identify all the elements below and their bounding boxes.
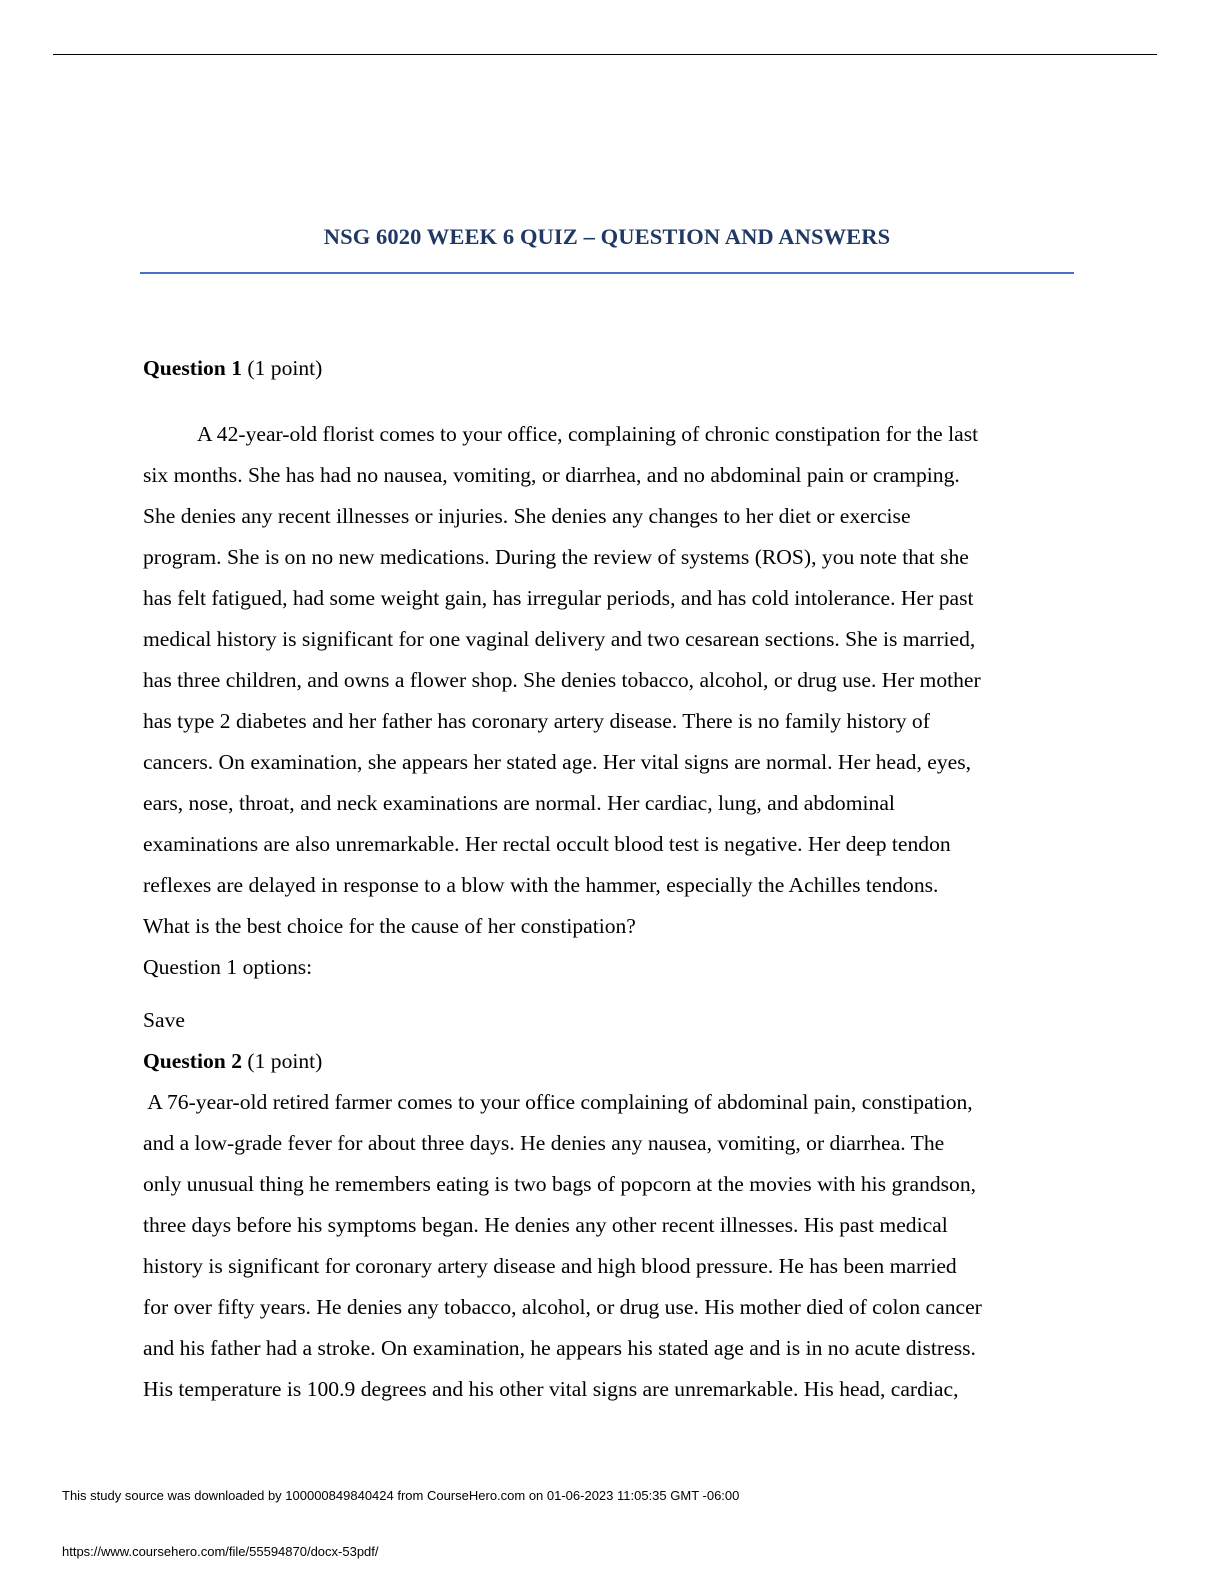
question-2-text-line: and his father had a stroke. On examination, he appears his stated age and is in no acute distress.: [143, 1336, 976, 1360]
question-2-text-line: His temperature is 100.9 degrees and his other vital signs are unremarkable. His head, cardiac,: [143, 1377, 959, 1401]
question-1-heading: [143, 358, 322, 380]
download-notice: This study source was downloaded by 100000849840424 from CourseHero.com on 01-06-2023 11:05:35 GMT -06:00: [62, 1488, 740, 1503]
question-1-text-line: medical history is significant for one vaginal delivery and two cesarean sections. She is married,: [143, 627, 976, 651]
question-1-text-line: examinations are also unremarkable. Her rectal occult blood test is negative. Her deep tendon: [143, 832, 951, 856]
question-1-text-line: six months. She has had no nausea, vomiting, or diarrhea, and no abdominal pain or cramping.: [143, 463, 960, 487]
source-url-link[interactable]: https://www.coursehero.com/file/55594870/docx-53pdf/: [62, 1544, 379, 1559]
question-1-text-line: program. She is on no new medications. During the review of systems (ROS), you note that she: [143, 545, 969, 569]
save-button[interactable]: Save: [143, 1008, 185, 1032]
question-1-text-line: cancers. On examination, she appears her stated age. Her vital signs are normal. Her head, eyes,: [143, 750, 972, 774]
question-1-text-line: has felt fatigued, had some weight gain, has irregular periods, and has cold intolerance. Her past: [143, 586, 974, 610]
document-title: NSG 6020 WEEK 6 QUIZ – QUESTION AND ANSWERS: [323, 224, 891, 249]
question-2-text-line: for over fifty years. He denies any tobacco, alcohol, or drug use. His mother died of colon cancer: [143, 1295, 982, 1319]
question-1-text-line: reflexes are delayed in response to a blow with the hammer, especially the Achilles tendons.: [143, 873, 939, 897]
question-1-points: (1 point): [247, 356, 323, 380]
question-1-text-line: What is the best choice for the cause of her constipation?: [143, 914, 636, 938]
question-1-label: Question 1: [143, 356, 242, 380]
question-2-text-line: only unusual thing he remembers eating is two bags of popcorn at the movies with his grandson,: [143, 1172, 977, 1196]
question-2-text-line: three days before his symptoms began. He denies any other recent illnesses. His past medical: [143, 1213, 948, 1237]
title-underline: [140, 272, 1074, 274]
question-2-heading: [143, 1051, 322, 1073]
question-1-text-line: ears, nose, throat, and neck examinations are normal. Her cardiac, lung, and abdominal: [143, 791, 895, 815]
question-1-text-line: A 42-year-old florist comes to your office, complaining of chronic constipation for the last: [197, 422, 979, 446]
question-2-label: Question 2: [143, 1049, 242, 1073]
question-1-options-label: Question 1 options:: [143, 955, 313, 979]
question-2-text-line: and a low-grade fever for about three days. He denies any nausea, vomiting, or diarrhea. The: [143, 1131, 945, 1155]
question-2-text-line: history is significant for coronary artery disease and high blood pressure. He has been married: [143, 1254, 957, 1278]
question-1-text-line: has three children, and owns a flower shop. She denies tobacco, alcohol, or drug use. Her mother: [143, 668, 981, 692]
question-2-points: (1 point): [247, 1049, 323, 1073]
question-1-text-line: has type 2 diabetes and her father has coronary artery disease. There is no family history of: [143, 709, 930, 733]
question-1-text-line: She denies any recent illnesses or injuries. She denies any changes to her diet or exercise: [143, 504, 911, 528]
page-top-divider: [53, 54, 1157, 55]
question-2-text-line: A 76-year-old retired farmer comes to your office complaining of abdominal pain, constipation,: [143, 1090, 973, 1114]
